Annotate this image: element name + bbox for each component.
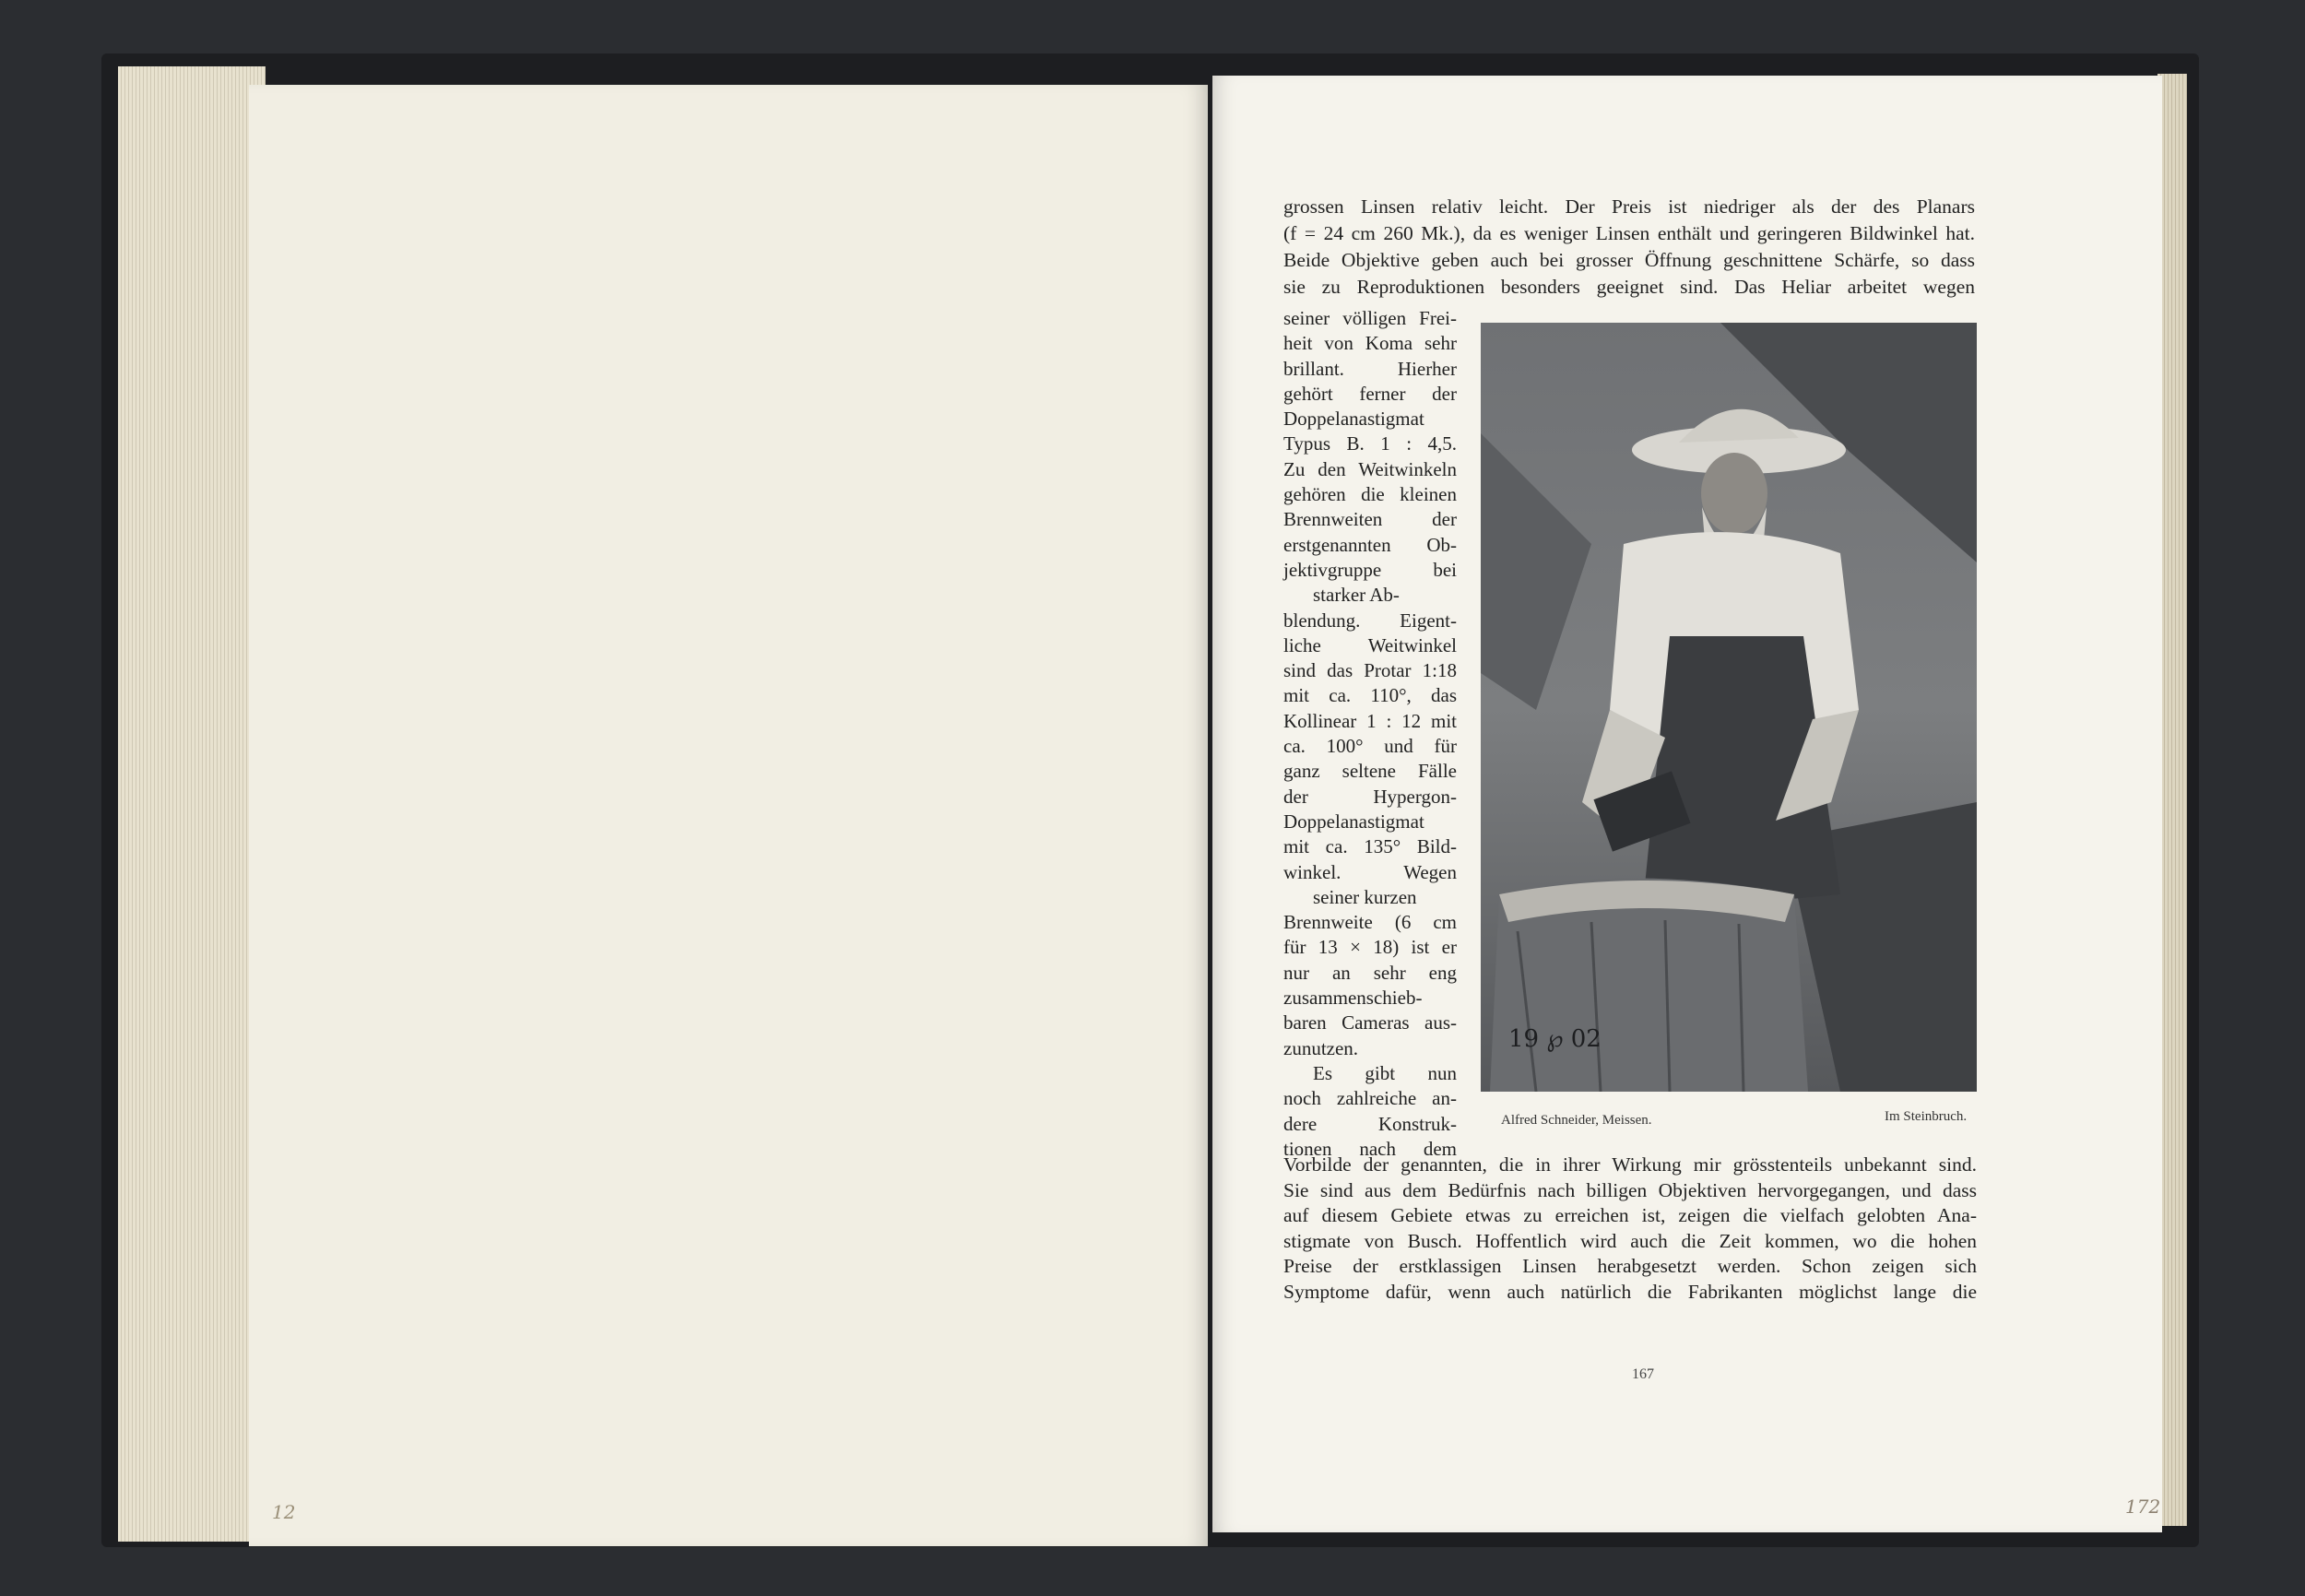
text-line: Es gibt nun (1313, 1061, 1457, 1084)
text-line: Beide Objektive geben auch bei grosser Öffnung geschnittene Schärfe, so dass (1283, 249, 1975, 271)
text-line: zunutzen. (1283, 1036, 1359, 1059)
text-line: stigmate von Busch. Hoffentlich wird auch die Zeit kommen, wo die hohen (1283, 1229, 1977, 1252)
text-line: seiner völligen Frei- (1283, 307, 1457, 329)
text-line: jektivgruppe bei (1283, 558, 1457, 581)
text-line: grossen Linsen relativ leicht. Der Preis ist niedriger als der des Planars (1283, 195, 1975, 218)
text-line: mit ca. 135° Bild- (1283, 835, 1457, 858)
text-line: sind das Protar 1:18 (1283, 659, 1457, 682)
text-line: liche Weitwinkel (1283, 633, 1457, 656)
text-line: für 13 × 18) ist er (1283, 936, 1457, 959)
text-line: Doppelanastigmat (1283, 408, 1424, 431)
bottom-paragraph (1283, 1153, 1977, 1305)
text-line: brillant. Hierher (1283, 357, 1457, 380)
text-line: gehören die kleinen (1283, 483, 1457, 506)
text-line: Sie sind aus dem Bedürfnis nach billigen Objektiven hervorgegangen, und dass (1283, 1178, 1977, 1201)
photo-quarry-worker (1481, 323, 1977, 1092)
text-line: Typus B. 1 : 4,5. (1283, 432, 1457, 455)
page-number: 167 (1632, 1366, 1654, 1382)
text-line: baren Cameras aus- (1283, 1011, 1457, 1034)
text-line: Kollinear 1 : 12 mit (1283, 709, 1457, 732)
text-line: blendung. Eigent- (1283, 609, 1457, 632)
text-line: seiner kurzen (1313, 885, 1417, 908)
text-line: Brennweite (6 cm (1283, 911, 1457, 934)
left-page-blank (249, 85, 1208, 1546)
right-page-corner-note: 172 (2125, 1496, 2161, 1518)
left-page-corner-note: 12 (272, 1501, 296, 1523)
photo-signature: 19 ℘ 02 (1508, 1025, 1602, 1053)
text-line: ca. 100° und für (1283, 735, 1457, 758)
text-line: sie zu Reproduktionen besonders geeignet sind. Das Heliar arbeitet wegen (1283, 276, 1975, 298)
text-line: starker Ab- (1313, 584, 1400, 607)
text-line: tionen nach dem (1283, 1137, 1457, 1160)
top-paragraph (1283, 194, 1975, 301)
text-line: Preise der erstklassigen Linsen herabgesetzt werden. Schon zeigen sich (1283, 1255, 1977, 1277)
photo-caption-author: Alfred Schneider, Meissen. (1501, 1113, 1652, 1128)
text-line: (f = 24 cm 260 Mk.), da es weniger Linsen enthält und geringeren Bildwinkel hat. (1283, 222, 1975, 244)
narrow-column-text (1283, 306, 1457, 1162)
text-line: Brennweiten der (1283, 508, 1457, 531)
text-line: auf diesem Gebiete etwas zu erreichen ist, zeigen die vielfach gelobten Ana- (1283, 1204, 1977, 1226)
text-line: Vorbilde der genannten, die in ihrer Wirkung mir grösstenteils unbekannt sind. (1283, 1153, 1977, 1176)
text-line: noch zahlreiche an- (1283, 1087, 1457, 1110)
text-line: winkel. Wegen (1283, 860, 1457, 883)
text-line: heit von Koma sehr (1283, 332, 1457, 355)
text-line: Zu den Weitwinkeln (1283, 457, 1457, 480)
text-line: nur an sehr eng (1283, 961, 1457, 984)
page-edges-left (118, 66, 266, 1542)
text-line: Symptome dafür, wenn auch natürlich die Fabrikanten möglichst lange die (1283, 1280, 1977, 1303)
text-line: zusammenschieb- (1283, 987, 1423, 1010)
text-line: erstgenannten Ob- (1283, 533, 1457, 556)
text-line: mit ca. 110°, das (1283, 684, 1457, 707)
text-line: ganz seltene Fälle (1283, 760, 1457, 783)
text-line: Doppelanastigmat (1283, 810, 1424, 833)
photo-caption-title: Im Steinbruch. (1885, 1109, 1968, 1124)
text-line: dere Konstruk- (1283, 1112, 1457, 1135)
text-line: der Hypergon- (1283, 785, 1457, 808)
text-line: gehört ferner der (1283, 382, 1457, 405)
